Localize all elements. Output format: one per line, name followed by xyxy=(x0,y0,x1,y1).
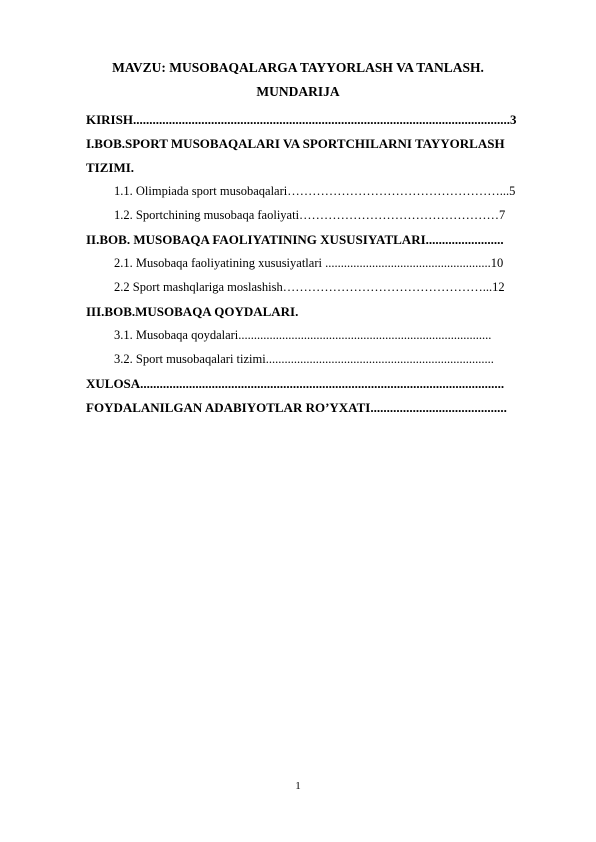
toc-entry-1-2: 1.2. Sportchining musobaqa faoliyati…………………………………………7 xyxy=(114,208,506,222)
toc-entry-chapter-3: III.BOB.MUSOBAQA QOYDALARI. xyxy=(86,304,299,319)
toc-entry-references: FOYDALANILGAN ADABIYOTLAR RO’YXATI.......................................... xyxy=(86,400,507,415)
toc-entry-chapter-2: II.BOB. MUSOBAQA FAOLIYATINING XUSUSIYATLARI........................ xyxy=(86,232,504,247)
toc-entry-2-1: 2.1. Musobaqa faoliyatining xususiyatlari .....................................................10 xyxy=(114,256,504,270)
toc-entry-kirish: KIRISH....................................................................................................................3 xyxy=(86,112,517,127)
toc-entry-3-1: 3.1. Musobaqa qoydalari................................................................................. xyxy=(114,328,492,342)
toc-entry-xulosa: XULOSA................................................................................................................ xyxy=(86,376,505,391)
document-title: MAVZU: MUSOBAQALARGA TAYYORLASH VA TANLASH. xyxy=(112,60,484,75)
toc-entry-2-2: 2.2 Sport mashqlariga moslashish…………………………………………...12 xyxy=(114,280,505,294)
page-number: 1 xyxy=(295,780,301,792)
contents-heading: MUNDARIJA xyxy=(256,84,340,99)
toc-entry-1-1: 1.1. Olimpiada sport musobaqalari……………………………………………...5 xyxy=(114,184,516,198)
toc-entry-chapter-1: I.BOB.SPORT MUSOBAQALARI VA SPORTCHILARNI TAYYORLASH xyxy=(86,136,505,151)
toc-entry-chapter-1-cont: TIZIMI. xyxy=(86,160,135,175)
toc-entry-3-2: 3.2. Sport musobaqalari tizimi......................................................................... xyxy=(114,352,494,366)
